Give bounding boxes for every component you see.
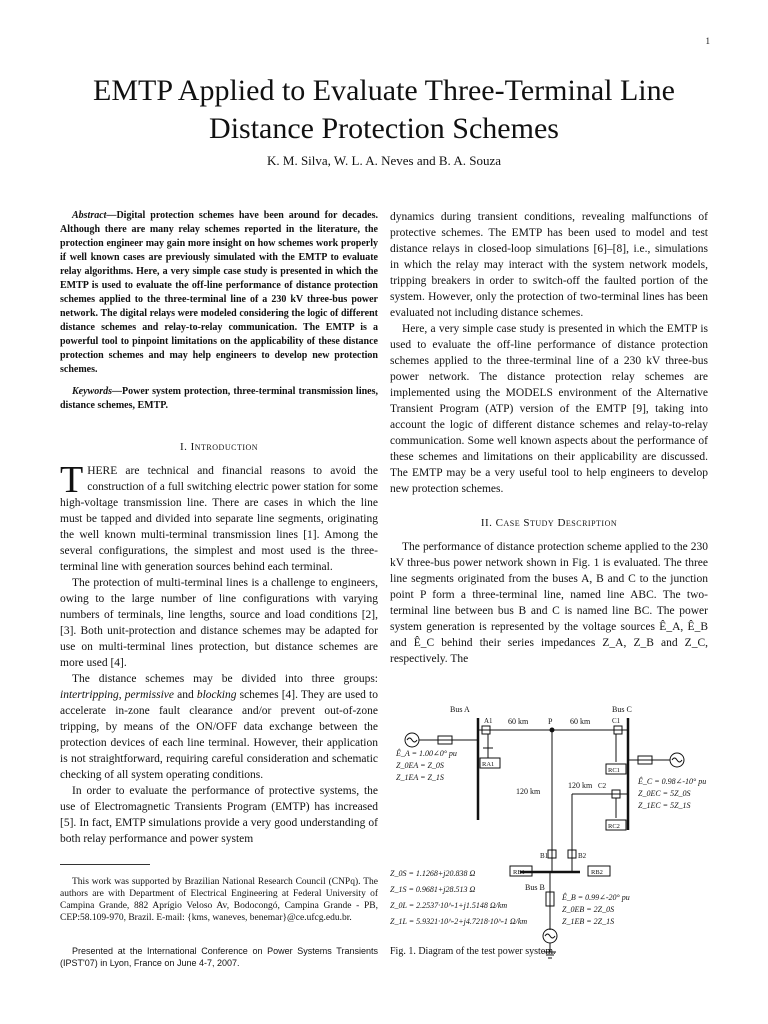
- right-paragraph-2: Here, a very simple case study is presented in which the EMTP is used to evaluate the off-line performance of distance protection schemes applied to the three-terminal line of a 230 kV three-bus power network. The distance protection relay schemes are implemented using the MODELS environment of the Alternative Transient Program (ATP) version of the EMTP [9], taking into account the logic of different distance schemes and relay-to-relay communication. Some well known aspects about the performance of these schemes and limitations on their applicability are discussed. The EMTP may be a very useful tool to help engineers to develop new protection schemes.: [390, 323, 708, 495]
- figure-caption: Fig. 1. Diagram of the test power system.: [390, 946, 556, 957]
- impedance-z0l: Z_0L = 2.2537·10^-1+j1.5148 Ω/km: [390, 901, 508, 910]
- right-column: [390, 209, 708, 667]
- source-b-z1: Z_1EB = 2Z_1S: [562, 917, 615, 926]
- source-c-voltage: Ê_C = 0.98∠-10° pu: [638, 777, 707, 786]
- length-pb-label: 120 km: [516, 787, 541, 796]
- case-study-paragraph: The performance of distance protection scheme applied to the 230 kV three-bus power network shown in Fig. 1 is evaluated. The three line segments originated from the buses A, B and C to the junction point P form a three-terminal line, named line ABC. The two-terminal line between bus B and C is named line BC. The power system generation is represented by the voltage sources Ê_A, Ê_B and Ê_C behind their series impedances Z_A, Z_B and Z_C, respectively. The: [390, 541, 708, 665]
- relay-rc1-label: RC1: [608, 767, 620, 774]
- breaker-c1-label: C1: [612, 717, 621, 725]
- source-a-voltage: Ê_A = 1.00∠0° pu: [396, 749, 457, 758]
- section-heading-intro: I. Introduction: [179, 441, 259, 453]
- intro-paragraph-1: THERE are technical and financial reasons to avoid the construction of a full switching electric power station for some high-voltage transmission line. There are cases in which the line must be tapped and divided into separate line segments, originating the well known multi-terminal transmission lines [1]. Among the several configurations, the simplest and most used is the three-terminal line with generation sources behind each terminal.: [60, 459, 378, 573]
- breaker-b2-label: B2: [578, 852, 587, 860]
- impedance-z0s: Z_0S = 1.1268+j20.838 Ω: [390, 869, 476, 878]
- keywords-text: Power system protection, three-terminal transmission lines, distance schemes, EMTP.: [60, 386, 378, 411]
- relay-rb1-label: RB1: [513, 869, 525, 876]
- page-number: 1: [705, 36, 710, 46]
- footnote-affiliation: This work was supported by Brazilian National Research Council (CNPq). The authors are with Department of Electrical Engineering at Federal University of Campina Grande, 882 Aprígio Veloso Av, Bodocongó, Campina Grande - PB, CEP:58.109-970, Brazil. E-mail: {kms, waneves, benemar}@ce.ufcg.edu.br.: [60, 877, 378, 923]
- source-b-z0: Z_0EB = 2Z_0S: [562, 905, 615, 914]
- relay-rc2-label: RC2: [608, 823, 620, 830]
- relay-rb2-label: RB2: [591, 869, 603, 876]
- length-pc-label: 60 km: [570, 717, 591, 726]
- impedance-z1s: Z_1S = 0.9681+j28.513 Ω: [390, 885, 476, 894]
- length-ap-label: 60 km: [508, 717, 529, 726]
- source-c-z1: Z_1EC = 5Z_1S: [638, 801, 691, 810]
- length-bc-label: 120 km: [568, 781, 593, 790]
- breaker-a1-label: A1: [484, 717, 493, 725]
- source-b-voltage: Ê_B = 0.99∠-20° pu: [562, 893, 630, 902]
- abstract: [60, 209, 378, 377]
- bus-c-label: Bus C: [612, 705, 632, 714]
- drop-cap: T: [60, 459, 84, 501]
- source-a-z1: Z_1EA = Z_1S: [396, 773, 444, 782]
- relay-ra1-label: RA1: [482, 761, 495, 768]
- abstract-text: Digital protection schemes have been around for decades. Although there are many relay schemes reported in the literature, the protection engineer may gain more insight on how schemes work properly if well known cases are previously simulated with the EMTP to evaluate relay algorithms. Here, a very simple case study is presented in which the EMTP is used to evaluate the off-line performance of distance protection schemes applied to the three-terminal line of a 230 kV three-bus power network. The digital relays were modeled considering the logic of different distance schemes and relay-to-relay communication. The EMTP is a powerful tool to pinpoint limitations on the applicability of these distance protection schemes and may help engineers to develop new protection schemes.: [60, 210, 378, 375]
- keywords-label: Keywords—: [72, 386, 122, 397]
- footnote-rule: [60, 864, 150, 865]
- keywords: [60, 385, 378, 413]
- bus-a-label: Bus A: [450, 705, 470, 714]
- breaker-c2-label: C2: [598, 782, 607, 790]
- impedance-z1l: Z_1L = 5.9321·10^-2+j4.7218·10^-1 Ω/km: [390, 917, 528, 926]
- breaker-b1-label: B1: [540, 852, 549, 860]
- right-paragraph-1: dynamics during transient conditions, revealing malfunctions of protective schemes. The EMTP has been used to model and test distance relays in closed-loop simulations [6]–[8], i.e., simulations in which the relay may interact with the system network models, tripping breakers in order to switch-off the faulted portion of the system. However, only the protection of two-terminal lines has been evaluated not including distance schemes.: [390, 211, 708, 319]
- authors: K. M. Silva, W. L. A. Neves and B. A. Souza: [267, 153, 501, 168]
- intro-paragraph-2: The protection of multi-terminal lines is a challenge to engineers, owing to the large number of line configurations with varying numbers of terminals, line lengths, source and load conditions [2], [3]. Both unit-protection and distance schemes may be adapted for use on multi-terminal lines protection, but distance schemes are more used [4].: [60, 577, 378, 669]
- source-a-z0: Z_0EA = Z_0S: [396, 761, 444, 770]
- junction-p-label: P: [548, 717, 553, 726]
- source-c-z0: Z_0EC = 5Z_0S: [638, 789, 691, 798]
- footnote-conference: Presented at the International Conference on Power Systems Transients (IPST'07) in Lyon, France on June 4-7, 2007.: [60, 946, 378, 968]
- intro-paragraph-3: The distance schemes may be divided into three groups: intertripping, permissive and blocking schemes [4]. They are used to accelerate in-zone fault clearance and/or prevent out-of-zone tripping, by means of the ON/OFF data exchange between the protection devices of each line terminal. However, their application is not straightforward, requiring careful consideration and schematic checking of all system operating conditions.: [60, 673, 378, 781]
- left-column: [60, 209, 378, 847]
- paper-title: EMTP Applied to Evaluate Three-Terminal Line Distance Protection Schemes: [93, 74, 675, 145]
- bus-b-label: Bus B: [525, 883, 545, 892]
- test-power-system-diagram: [390, 700, 720, 970]
- intro-paragraph-4: In order to evaluate the performance of protective systems, the use of Electromagnetic Transients Program (EMTP) has increased [5]. In fact, EMTP simulations provide a very good understanding of both relay performance and power system: [60, 785, 378, 845]
- section-heading-case-study: II. Case Study Description: [480, 517, 618, 529]
- abstract-label: Abstract—: [72, 210, 117, 221]
